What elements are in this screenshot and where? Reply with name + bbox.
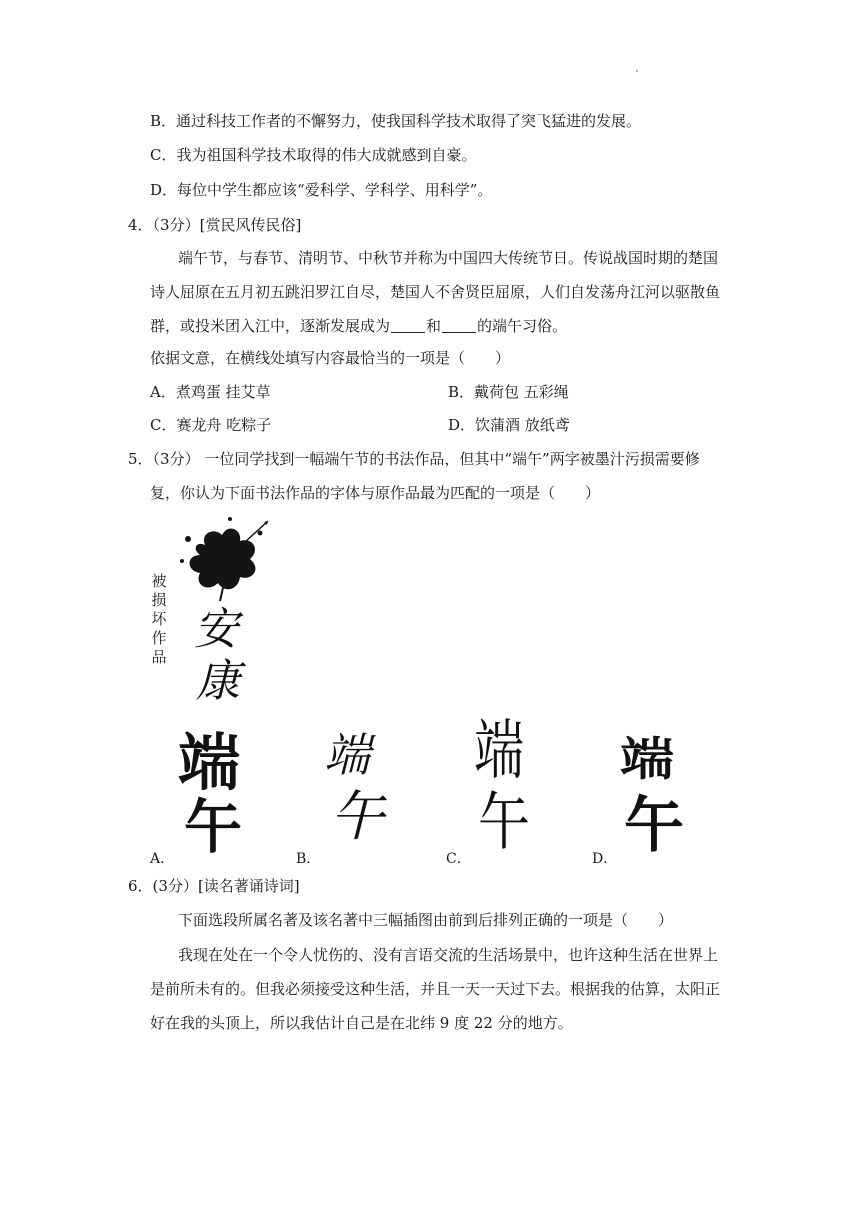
choice-c-char-2: 午 <box>478 787 531 860</box>
q4-paragraph-line-3 <box>150 315 567 337</box>
q4-text-a: 群，或投米团入江中，逐渐发展成为 <box>150 317 391 335</box>
q4-option-d: D．饮蒲酒 放纸鸢 <box>448 416 570 434</box>
q4-prompt: 依据文意，在横线处填写内容最恰当的一项是（ ） <box>150 349 511 367</box>
q4-paragraph-line-1: 端午节，与春节、清明节、中秋节并称为中国四大传统节日。传说战国时期的楚国 <box>178 249 719 267</box>
choice-b-char-1: 端 <box>324 728 370 782</box>
choice-a-char-1: 端 <box>178 726 241 799</box>
q5-line-2: 复，你认为下面书法作品的字体与原作品最为匹配的一项是（ ） <box>150 484 601 502</box>
q4-option-b: B．戴荷包 五彩绳 <box>448 383 569 401</box>
label-char-1: 被 <box>151 572 167 590</box>
q4-header: 4．（3分）[赏民风传民俗] <box>128 216 302 234</box>
label-char-2: 损 <box>151 591 167 609</box>
q4-option-c: C．赛龙舟 吃粽子 <box>150 416 272 434</box>
q6-prompt: 下面选段所属名著及该名著中三幅插图由前到后排列正确的一项是（ ） <box>178 911 674 929</box>
choice-c-char-1: 端 <box>474 712 524 789</box>
q3-option-d: D．每位中学生都应该“爱科学、学科学、用科学”。 <box>150 181 493 199</box>
choice-a-label: A． <box>150 851 175 867</box>
damaged-work-label <box>150 572 168 667</box>
q4-text-c: 的端午习俗。 <box>477 317 568 335</box>
choice-a-char-2: 午 <box>184 793 243 861</box>
scan-speck <box>636 70 638 72</box>
answer-blank-2 <box>442 316 476 333</box>
label-char-4: 作 <box>151 629 167 647</box>
choice-d-label: D． <box>592 851 618 867</box>
damaged-char-kang: 康 <box>196 656 240 707</box>
q6-header: 6．(3分）[读名著诵诗词] <box>128 877 300 895</box>
damaged-char-an: 安 <box>194 604 238 655</box>
answer-blank-1 <box>391 316 425 333</box>
q4-option-a: A．煮鸡蛋 挂艾草 <box>150 383 271 401</box>
ink-blot-image <box>170 515 280 605</box>
q6-passage-line-2: 是前所未有的。但我必须接受这种生活，并且一天一天过下去。根据我的估算，太阳正 <box>150 980 721 998</box>
q4-text-b: 和 <box>426 317 442 335</box>
q6-passage-line-1: 我现在处在一个令人忧伤的、没有言语交流的生活场景中，也许这种生活在世界上 <box>178 946 719 964</box>
q4-paragraph-line-2: 诗人屈原在五月初五跳汨罗江自尽，楚国人不舍贤臣屈原，人们自发荡舟江河以驱散鱼 <box>150 283 721 301</box>
label-char-5: 品 <box>151 648 167 666</box>
choice-d-char-2: 午 <box>624 791 684 861</box>
choice-c-label: C． <box>446 851 471 867</box>
q3-option-c: C．我为祖国科学技术取得的伟大成就感到自豪。 <box>150 146 477 164</box>
q5-line-1: 5．（3分） 一位同学找到一幅端午节的书法作品，但其中“端午”两字被墨汁污损需要修 <box>128 450 700 468</box>
label-char-3: 坏 <box>151 610 167 628</box>
choice-b-char-2: 午 <box>330 785 384 848</box>
q3-option-b: B．通过科技工作者的不懈努力，使我国科学技术取得了突飞猛进的发展。 <box>150 112 642 130</box>
choice-d-char-1: 端 <box>620 731 674 787</box>
choice-b-label: B． <box>296 851 321 867</box>
q6-passage-line-3: 好在我的头顶上，所以我估计自己是在北纬 9 度 22 分的地方。 <box>150 1014 573 1032</box>
